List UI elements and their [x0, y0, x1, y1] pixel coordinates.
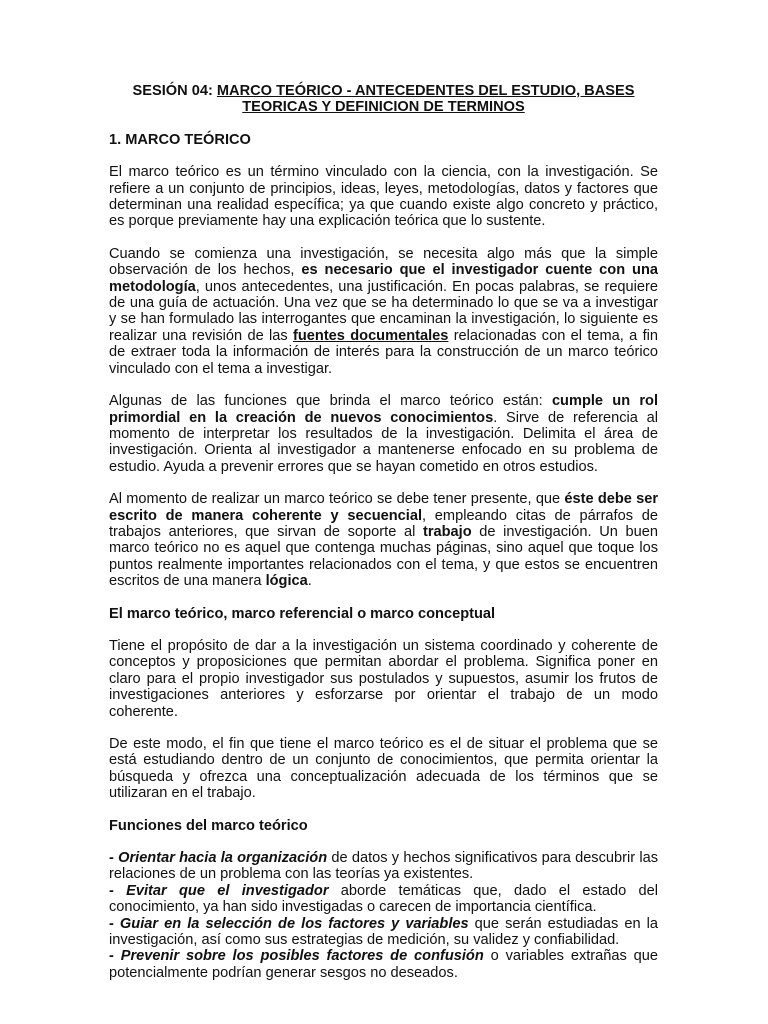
function-lead: - Guiar en la selección de los factores y variables [109, 915, 469, 932]
paragraph-situating-problem: De este modo, el fin que tiene el marco teórico es el de situar el problema que se está estudiando dentro de un conjunto de conocimientos, que permita orientar la búsqueda y ofrezca una conceptualización adecuada de los términos que se utilizaran en el trabajo. [109, 736, 658, 802]
title-prefix: SESIÓN 04: [132, 83, 217, 99]
text-run: de investigación. Un buen marco teórico no es aquel que contenga muchas páginas, sino aquel que toque los puntos realmente importantes relacionados con el tema, y que estos se encuentren escritos de una manera [109, 523, 659, 590]
paragraph-methodology [109, 246, 658, 377]
paragraph-definition: El marco teórico es un término vinculado con la ciencia, con la investigación. Se refiere a un conjunto de principios, ideas, leyes, metodologías, datos y factores que determinan una realidad específica; ya que cuando existe algo concreto y práctico, es porque previamente hay una explicación teórica que lo sustente. [109, 164, 658, 230]
bold-text: lógica [265, 573, 308, 590]
function-lead: - Evitar que el investigador [109, 882, 329, 899]
section-heading-marco-teorico: 1. MARCO TEÓRICO [109, 131, 251, 148]
bold-text: cumple un rol primordial en la creación de nuevos conocimientos [109, 393, 658, 426]
section-heading-funciones: Funciones del marco teórico [109, 817, 308, 834]
text-run: , unos antecedentes, una justificación. En pocas palabras, se requiere de una guía de actuación. Una vez que se ha determinado lo que se va a investigar y se han formulado las interrogantes que encaminan la investigación, lo siguiente es realizar una revisión de las [109, 278, 658, 344]
title-main: MARCO TEÓRICO - ANTECEDENTES DEL ESTUDIO, BASES TEORICAS Y DEFINICION DE TERMINOS [216, 83, 635, 116]
bold-text: éste debe ser escrito de manera coherente y secuencial [109, 491, 659, 524]
function-lead: - Prevenir sobre los posibles factores de confusión [109, 948, 484, 965]
text-run: relacionadas con el tema, a fin de extraer toda la información de interés para la construcción de un marco teórico vinculado con el tema a investigar. [109, 327, 658, 377]
paragraph-purpose: Tiene el propósito de dar a la investigación un sistema coordinado y coherente de conceptos y proposiciones que permitan abordar el problema. Significa poner en claro para el propio investigador sus postulados y supuestos, asumir los frutos de investigaciones anteriores y esforzarse por orientar el trabajo de un modo coherente. [109, 637, 658, 720]
text-run: Algunas de las funciones que brinda el marco teórico están: [109, 393, 552, 410]
function-item [109, 883, 658, 916]
text-run: Cuando se comienza una investigación, se necesita algo más que la simple observación de los hechos, [109, 245, 658, 279]
function-text: aborde temáticas que, dado el estado del conocimiento, ya han sido investigadas o carecen de importancia científica. [109, 882, 658, 916]
text-run: . Sirve de referencia al momento de interpretar los resultados de la investigación. Delimita el área de investigación. Orienta al investigador a mantenerse enfocado en su problema de estudio. Ayuda a prevenir errores que se hayan cometido en otros estudios. [109, 409, 658, 475]
function-text: que serán estudiadas en la investigación, así como sus estrategias de medición, su validez y confiabilidad. [109, 915, 658, 949]
functions-list [109, 850, 658, 981]
bold-text: es necesario que el investigador cuente con una metodología [109, 262, 658, 295]
paragraph-functions-intro [109, 393, 658, 475]
underlined-bold-text: fuentes documentales [293, 327, 449, 344]
text-run: Al momento de realizar un marco teórico se debe tener presente, que [109, 491, 565, 508]
function-lead: - Orientar hacia la organización [109, 850, 328, 867]
function-text: o variables extrañas que potencialmente podrían generar sesgos no deseados. [109, 948, 658, 981]
text-run: . [307, 573, 312, 590]
function-item [109, 850, 658, 883]
section-heading-marco-referencial: El marco teórico, marco referencial o marco conceptual [109, 605, 496, 622]
page-title [109, 83, 658, 116]
function-item [109, 916, 658, 949]
paragraph-writing-guidance [109, 491, 658, 589]
bold-text: trabajo [422, 523, 472, 540]
function-item [109, 948, 658, 981]
document-body [109, 83, 658, 981]
text-run: , empleando citas de párrafos de trabajos anteriores, que sirvan de soporte al [109, 507, 658, 540]
function-text: de datos y hechos significativos para descubrir las relaciones de un problema con las teorías ya existentes. [109, 850, 658, 883]
